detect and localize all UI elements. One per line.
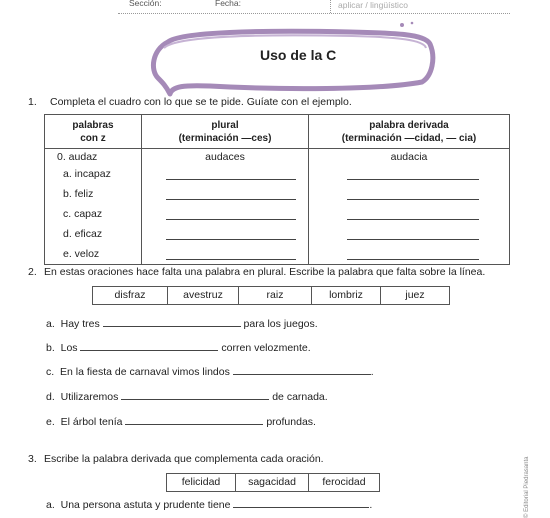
publisher-side-text: © Editorial Piedrasanta [524,456,530,518]
q1-derived-blank[interactable] [347,199,479,200]
q1-example-plural: audaces [205,151,245,163]
q3-word: sagacidad [236,474,309,491]
seccion-label: Sección: [129,0,162,8]
page-title: Uso de la C [260,47,337,63]
q3-number: 3. [28,453,37,465]
q1-number: 1. [28,96,37,108]
q1-derived-cell [309,149,510,265]
q1-words-cell [45,149,142,265]
q2-blank[interactable] [233,374,371,375]
q1-instruction: Completa el cuadro con lo que se te pide. Guíate con el ejemplo. [50,96,352,108]
q1-row-word: b. feliz [63,188,94,200]
q2-instruction: En estas oraciones hace falta una palabra en plural. Escribe la palabra que falta sobre la línea. [44,266,486,278]
q3-blank[interactable] [233,507,369,508]
q1-plural-cell [142,149,309,265]
q1-row-word: a. incapaz [63,168,111,180]
q1-plural-blank[interactable] [166,179,296,180]
q2-blank[interactable] [121,399,269,400]
q2-sentence-c: c. En la fiesta de carnaval vimos lindos . [46,366,374,378]
q2-blank[interactable] [80,350,218,351]
q1-row-word: e. veloz [63,248,100,260]
q2-word-bank [92,286,450,305]
q2-number: 2. [28,266,37,278]
fecha-label: Fecha: [215,0,241,8]
q1-derived-blank[interactable] [347,179,479,180]
q1-derived-blank[interactable] [347,239,479,240]
header-rule [118,13,510,14]
q3-instruction: Escribe la palabra derivada que complementa cada oración. [44,453,324,465]
q2-word: juez [405,289,425,301]
q1-header-col1: palabras con z [45,115,142,149]
q2-word: disfraz [93,287,168,304]
q1-row-word: d. eficaz [63,228,103,240]
q1-plural-blank[interactable] [166,259,296,260]
q2-word: raiz [239,287,312,304]
q1-plural-blank[interactable] [166,219,296,220]
q3-word: ferocidad [322,476,366,488]
header-right-text: aplicar / lingüístico [338,0,408,10]
q2-word: lombriz [312,287,381,304]
q1-header-col3: palabra derivada (terminación —cidad, — cia) [309,115,510,149]
q1-plural-blank[interactable] [166,239,296,240]
q2-sentence-b: b. Los corren velozmente. [46,342,311,354]
q2-word: avestruz [168,287,239,304]
q2-blank[interactable] [125,424,263,425]
q1-example-derived: audacia [390,151,428,163]
q2-sentence-e: e. El árbol tenía profundas. [46,416,316,428]
q2-sentence-a: a. Hay tres para los juegos. [46,318,318,330]
q1-table [44,114,510,265]
q1-example-word: 0. audaz [57,151,98,163]
q3-word-bank [166,473,380,492]
q1-plural-blank[interactable] [166,199,296,200]
q2-sentence-d: d. Utilizaremos de carnada. [46,391,328,403]
q3-sentence-a: a. Una persona astuta y prudente tiene . [46,499,373,511]
q1-derived-blank[interactable] [347,219,479,220]
q1-header-col2: plural (terminación —ces) [142,115,309,149]
q1-row-word: c. capaz [63,208,103,220]
q3-word: felicidad [167,474,236,491]
q1-derived-blank[interactable] [347,259,479,260]
q2-blank[interactable] [103,326,241,327]
